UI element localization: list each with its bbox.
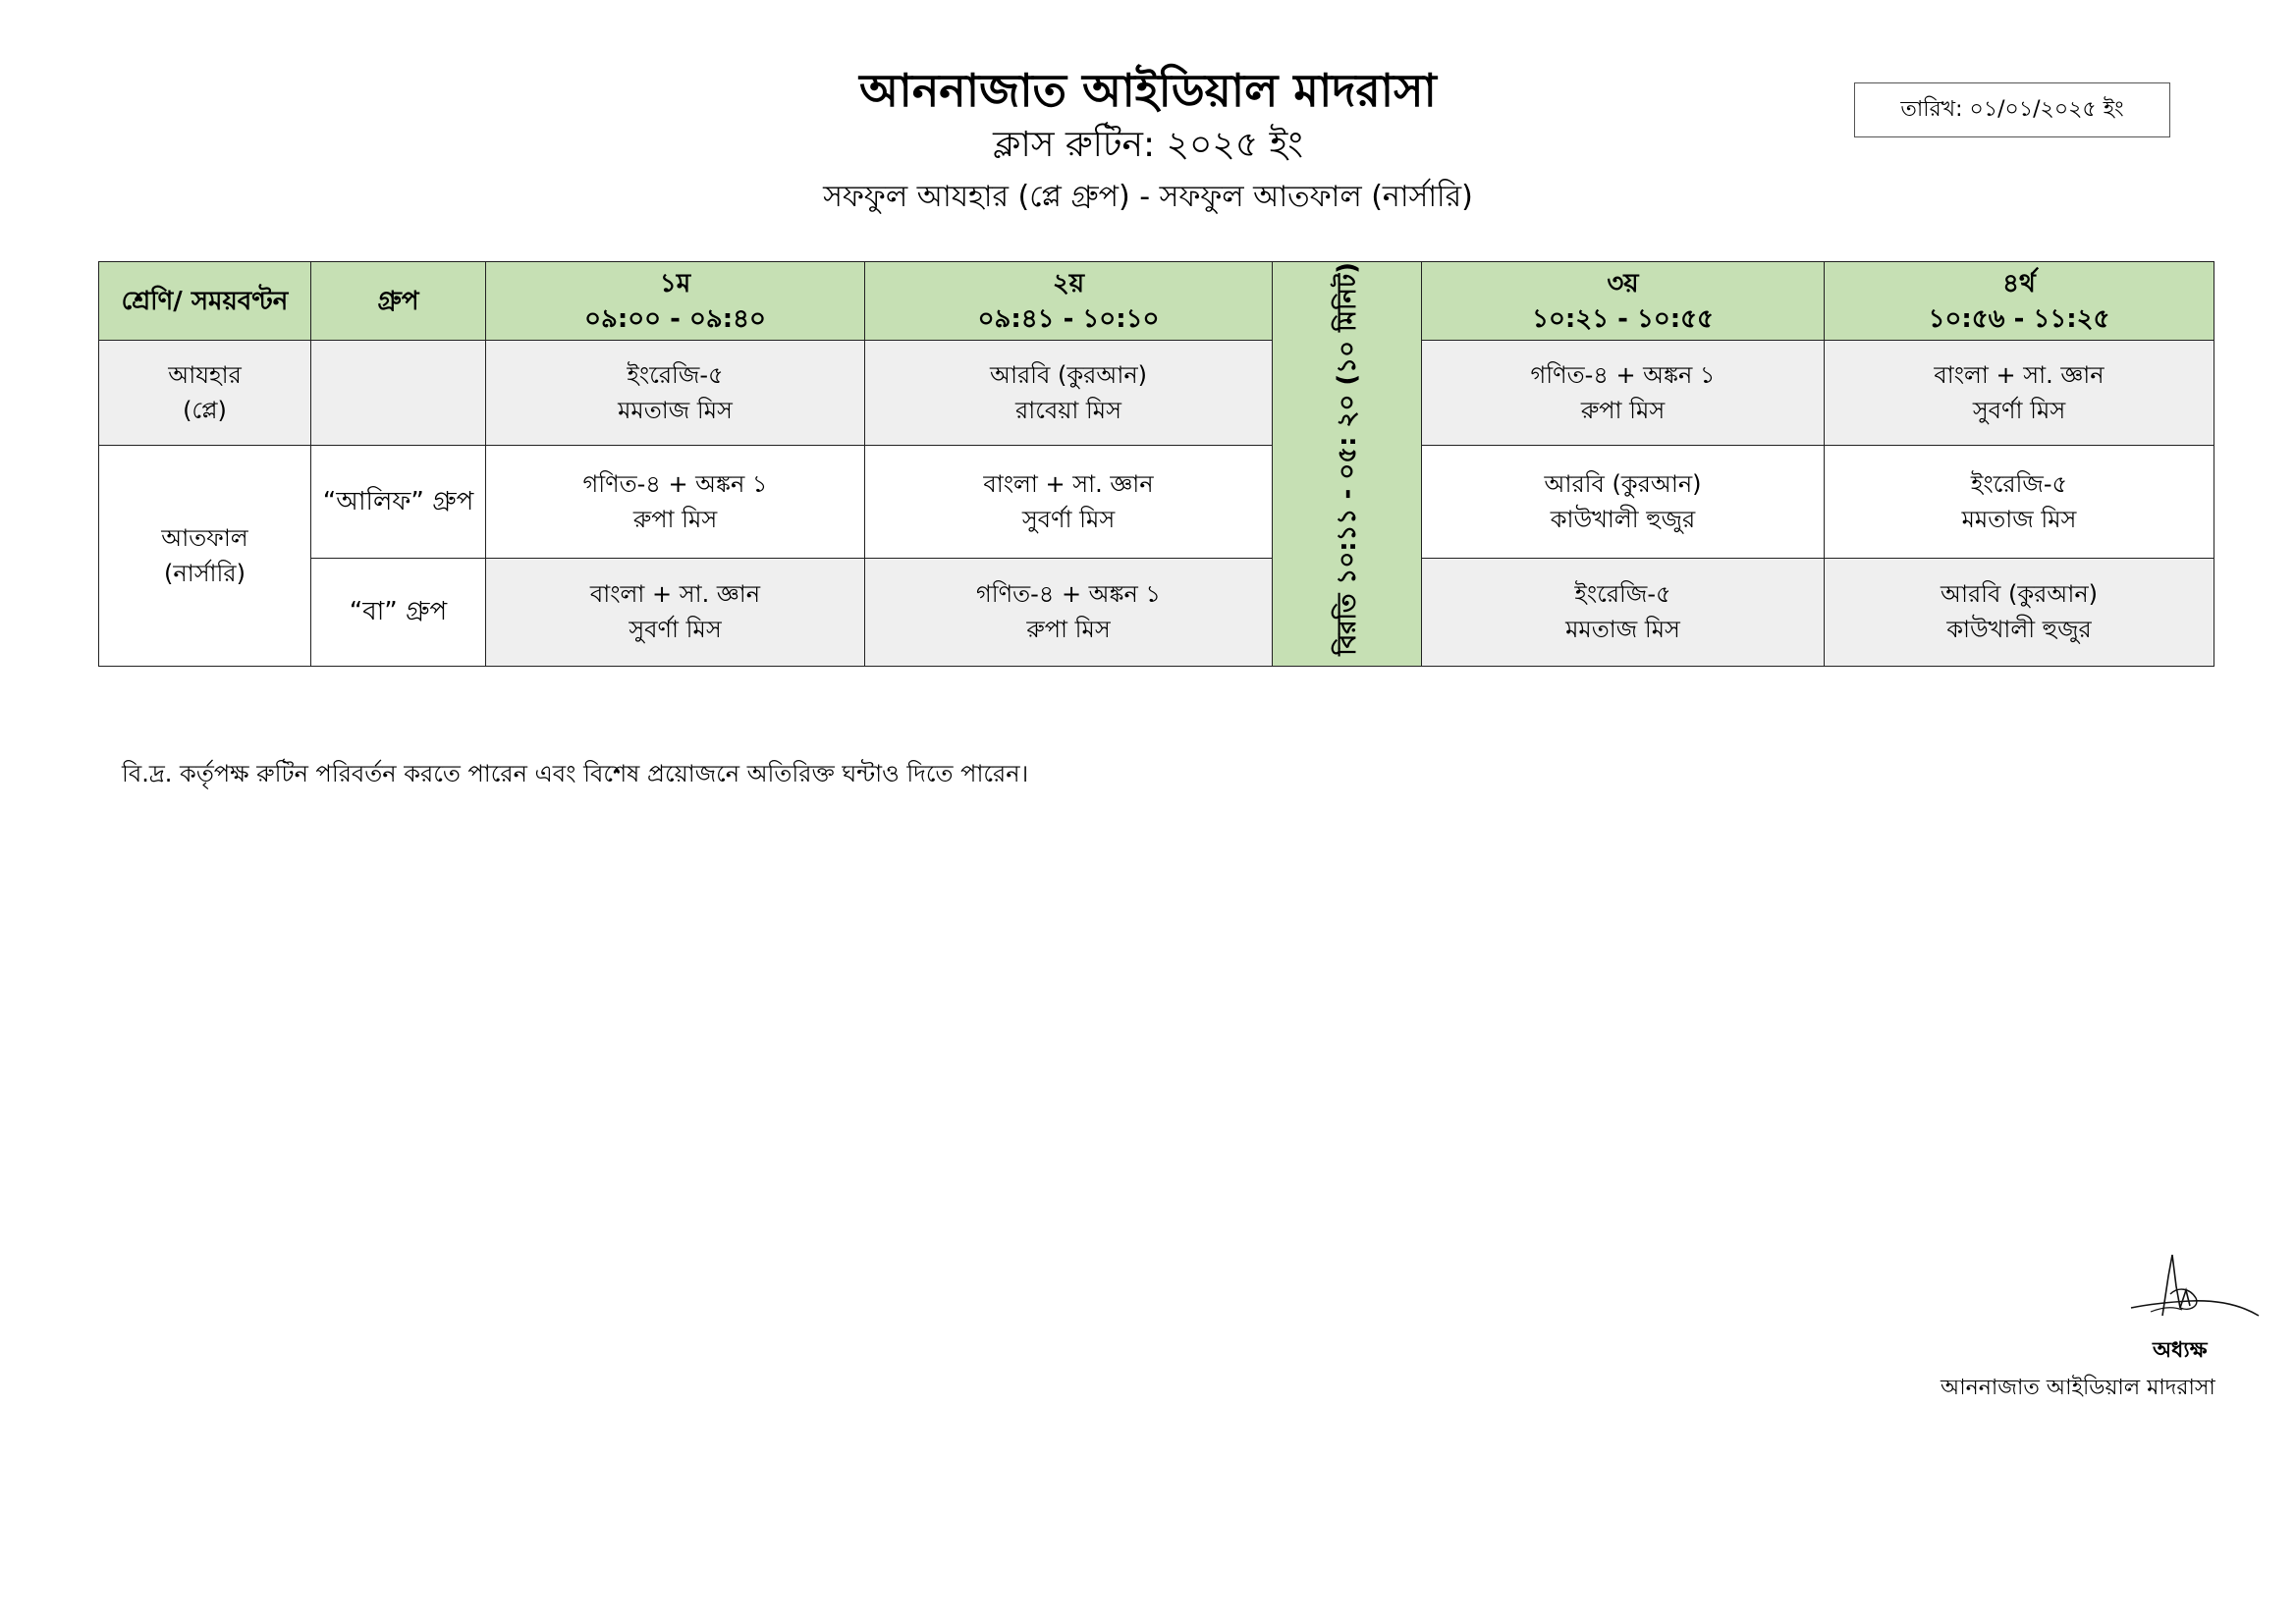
header-class-time: শ্রেণি/ সময়বণ্টন — [99, 262, 311, 341]
subject: গণিত-৪ + অঙ্কন ১ — [1530, 361, 1716, 389]
table-header-row — [99, 262, 2214, 341]
header-period-4 — [1825, 262, 2214, 341]
teacher: রুপা মিস — [632, 505, 718, 533]
group-cell: “বা” গ্রুপ — [311, 558, 486, 666]
schedule-cell — [486, 341, 865, 446]
subject: বাংলা + সা. জ্ঞান — [1934, 361, 2105, 389]
teacher: সুবর্ণা মিস — [1021, 505, 1116, 533]
schedule-cell — [1422, 341, 1825, 446]
period-1-time: ০৯:০০ - ০৯:৪০ — [584, 303, 766, 334]
teacher: মমতাজ মিস — [1961, 505, 2077, 533]
teacher: সুবর্ণা মিস — [629, 616, 722, 644]
class-sub: (প্লে) — [183, 397, 227, 424]
schedule-cell — [486, 558, 865, 666]
subject: আরবি (কুরআন) — [1544, 469, 1702, 498]
class-cell-azhar — [99, 341, 311, 446]
break-column — [1273, 262, 1422, 667]
header-period-3 — [1422, 262, 1825, 341]
school-title: আননাজাত আইডিয়াল মাদরাসা — [859, 64, 1437, 117]
schedule-cell — [865, 341, 1273, 446]
schedule-cell — [1825, 446, 2214, 559]
table-row — [99, 558, 2214, 666]
subject: আরবি (কুরআন) — [989, 361, 1148, 389]
group-cell — [311, 341, 486, 446]
class-name: আতফাল — [161, 523, 248, 552]
signature-title: অধ্যক্ষ — [2153, 1338, 2208, 1363]
period-4-time: ১০:৫৬ - ১১:২৫ — [1928, 303, 2110, 334]
period-4-label: ৪র্থ — [2002, 268, 2036, 298]
class-cell-atfal — [99, 446, 311, 667]
schedule-cell — [1422, 558, 1825, 666]
class-name: আযহার — [168, 361, 242, 389]
date-box — [1854, 82, 2170, 137]
routine-subtitle: ক্লাস রুটিন: ২০২৫ ইং — [993, 125, 1303, 165]
schedule-cell — [486, 446, 865, 559]
date-text: তারিখ: ০১/০১/২০২৫ ইং — [1900, 96, 2124, 122]
header-period-1 — [486, 262, 865, 341]
period-2-time: ০৯:৪১ - ১০:১০ — [977, 303, 1160, 334]
period-2-label: ২য় — [1052, 268, 1085, 298]
header-period-2 — [865, 262, 1273, 341]
subject: ইংরেজি-৫ — [1970, 469, 2068, 498]
subject: বাংলা + সা. জ্ঞান — [589, 580, 761, 609]
period-3-label: ৩য় — [1607, 268, 1639, 298]
table-row — [99, 446, 2214, 559]
signature-org: আননাজাত আইডিয়াল মাদরাসা — [1941, 1376, 2215, 1400]
routine-table — [98, 261, 2214, 667]
schedule-cell — [865, 446, 1273, 559]
schedule-cell — [1825, 341, 2214, 446]
group-cell: “আলিফ” গ্রুপ — [311, 446, 486, 559]
teacher: রাবেয়া মিস — [1015, 397, 1121, 424]
teacher: রুপা মিস — [1026, 616, 1111, 644]
footnote: বি.দ্র. কর্তৃপক্ষ রুটিন পরিবর্তন করতে পারেন এবং বিশেষ প্রয়োজনে অতিরিক্ত ঘন্টাও দিতে পারেন। — [122, 760, 1029, 787]
subject: ইংরেজি-৫ — [1574, 580, 1671, 609]
schedule-cell — [865, 558, 1273, 666]
schedule-cell — [1422, 446, 1825, 559]
period-1-label: ১ম — [659, 268, 691, 298]
subject: ইংরেজি-৫ — [627, 361, 724, 389]
subject: বাংলা + সা. জ্ঞান — [983, 469, 1154, 498]
teacher: মমতাজ মিস — [618, 397, 733, 424]
header-group: গ্রুপ — [311, 262, 486, 341]
teacher: মমতাজ মিস — [1565, 616, 1680, 644]
teacher: কাউখালী হুজুর — [1550, 505, 1696, 533]
teacher: রুপা মিস — [1580, 397, 1666, 424]
signature-image — [2121, 1247, 2269, 1335]
class-sub: (নার্সারি) — [164, 559, 246, 587]
subject: আরবি (কুরআন) — [1940, 580, 2099, 609]
subject: গণিত-৪ + অঙ্কন ১ — [582, 469, 768, 498]
class-groups-subtitle: সফফুল আযহার (প্লে গ্রুপ) - সফফুল আতফাল (নার্সারি) — [823, 180, 1473, 214]
teacher: সুবর্ণা মিস — [1972, 397, 2066, 424]
schedule-cell — [1825, 558, 2214, 666]
teacher: কাউখালী হুজুর — [1946, 616, 2092, 644]
table-row — [99, 341, 2214, 446]
break-text: বিরতি ১০:১১ - ০৫: ২০ (১০ মিনিট) — [1332, 262, 1362, 656]
subject: গণিত-৪ + অঙ্কন ১ — [975, 580, 1162, 609]
period-3-time: ১০:২১ - ১০:৫৫ — [1532, 303, 1714, 334]
